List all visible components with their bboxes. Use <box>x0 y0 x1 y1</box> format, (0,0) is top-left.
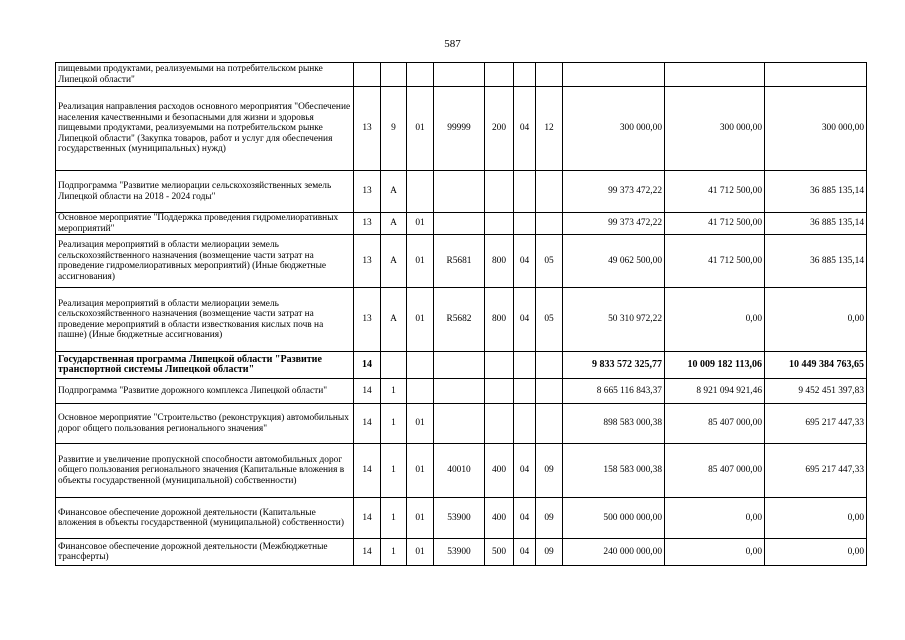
pp-code: А <box>381 288 407 352</box>
amount-year-1 <box>563 63 665 87</box>
subsection-code: 09 <box>536 498 563 539</box>
amount-year-3: 695 217 447,33 <box>765 444 867 498</box>
amount-year-3: 0,00 <box>765 288 867 352</box>
amount-year-2 <box>665 63 765 87</box>
table-row <box>56 498 867 539</box>
amount-year-2: 10 009 182 113,06 <box>665 352 765 379</box>
section-code: 04 <box>514 87 536 171</box>
subsection-code <box>536 379 563 404</box>
om-code: 01 <box>407 539 434 566</box>
expense-type-code: 400 <box>485 444 514 498</box>
row-description: Финансовое обеспечение дорожной деятельности (Межбюджетные трансферты) <box>56 539 354 566</box>
row-description: Реализация мероприятий в области мелиорации земель сельскохозяйственного назначения (возмещение части затрат на проведение мероприятий в области известкования кислых почв на пашне) (Иные бюджетные ассигнования) <box>56 288 354 352</box>
section-code: 04 <box>514 498 536 539</box>
expense-direction-code <box>434 404 485 444</box>
subsection-code: 09 <box>536 444 563 498</box>
subsection-code <box>536 63 563 87</box>
pp-code: А <box>381 235 407 288</box>
row-description: Основное мероприятие "Строительство (реконструкция) автомобильных дорог общего пользования регионального значения" <box>56 404 354 444</box>
expense-direction-code <box>434 63 485 87</box>
pp-code: 1 <box>381 444 407 498</box>
gp-code: 14 <box>354 352 381 379</box>
om-code <box>407 352 434 379</box>
expense-type-code: 200 <box>485 87 514 171</box>
expense-direction-code <box>434 171 485 213</box>
pp-code: 1 <box>381 498 407 539</box>
section-code <box>514 404 536 444</box>
amount-year-1: 99 373 472,22 <box>563 171 665 213</box>
section-code: 04 <box>514 235 536 288</box>
section-code <box>514 379 536 404</box>
pp-code: 1 <box>381 539 407 566</box>
amount-year-1: 898 583 000,38 <box>563 404 665 444</box>
amount-year-3 <box>765 63 867 87</box>
expense-type-code <box>485 352 514 379</box>
expense-type-code <box>485 404 514 444</box>
row-description: Реализация направления расходов основного мероприятия "Обеспечение населения качественными и безопасными для жизни и здоровья пищевыми продуктами, реализуемыми на потребительском рынке Липецкой области" (Закупка товаров, работ и услуг для обеспечения государственных (муниципальных) нужд) <box>56 87 354 171</box>
amount-year-2: 41 712 500,00 <box>665 171 765 213</box>
table-row <box>56 213 867 235</box>
amount-year-1: 8 665 116 843,37 <box>563 379 665 404</box>
table-row <box>56 539 867 566</box>
amount-year-1: 240 000 000,00 <box>563 539 665 566</box>
subsection-code: 05 <box>536 288 563 352</box>
pp-code: А <box>381 213 407 235</box>
subsection-code <box>536 213 563 235</box>
om-code: 01 <box>407 444 434 498</box>
gp-code: 13 <box>354 171 381 213</box>
expense-type-code <box>485 63 514 87</box>
gp-code: 13 <box>354 235 381 288</box>
gp-code: 14 <box>354 498 381 539</box>
row-description: Реализация мероприятий в области мелиорации земель сельскохозяйственного назначения (возмещение части затрат на проведение гидромелиоративных мероприятий) (Иные бюджетные ассигнования) <box>56 235 354 288</box>
subsection-code: 12 <box>536 87 563 171</box>
pp-code <box>381 352 407 379</box>
amount-year-3: 36 885 135,14 <box>765 235 867 288</box>
pp-code: А <box>381 171 407 213</box>
row-description: Государственная программа Липецкой области "Развитие транспортной системы Липецкой области" <box>56 352 354 379</box>
amount-year-2: 41 712 500,00 <box>665 213 765 235</box>
expense-type-code: 400 <box>485 498 514 539</box>
amount-year-2: 8 921 094 921,46 <box>665 379 765 404</box>
om-code <box>407 379 434 404</box>
amount-year-1: 500 000 000,00 <box>563 498 665 539</box>
section-code <box>514 213 536 235</box>
amount-year-2: 85 407 000,00 <box>665 444 765 498</box>
amount-year-1: 158 583 000,38 <box>563 444 665 498</box>
expense-type-code <box>485 213 514 235</box>
row-description: Развитие и увеличение пропускной способности автомобильных дорог общего пользования регионального значения (Капитальные вложения в объекты государственной (муниципальной) собственности) <box>56 444 354 498</box>
page-number: 587 <box>444 38 461 50</box>
expense-direction-code <box>434 213 485 235</box>
amount-year-2: 85 407 000,00 <box>665 404 765 444</box>
expense-type-code: 500 <box>485 539 514 566</box>
gp-code <box>354 63 381 87</box>
row-description: Основное мероприятие "Поддержка проведения гидромелиоративных мероприятий" <box>56 213 354 235</box>
om-code: 01 <box>407 498 434 539</box>
table-row <box>56 235 867 288</box>
gp-code: 13 <box>354 288 381 352</box>
subsection-code <box>536 404 563 444</box>
subsection-code: 05 <box>536 235 563 288</box>
table-row <box>56 404 867 444</box>
amount-year-2: 300 000,00 <box>665 87 765 171</box>
expense-type-code <box>485 171 514 213</box>
amount-year-3: 695 217 447,33 <box>765 404 867 444</box>
section-code: 04 <box>514 444 536 498</box>
amount-year-1: 99 373 472,22 <box>563 213 665 235</box>
table-row <box>56 63 867 87</box>
row-description: Финансовое обеспечение дорожной деятельности (Капитальные вложения в объекты государственной (муниципальной) собственности) <box>56 498 354 539</box>
amount-year-3: 36 885 135,14 <box>765 213 867 235</box>
row-description: пищевыми продуктами, реализуемыми на потребительском рынке Липецкой области" <box>56 63 354 87</box>
section-code <box>514 63 536 87</box>
expense-type-code: 800 <box>485 288 514 352</box>
amount-year-3: 0,00 <box>765 498 867 539</box>
gp-code: 14 <box>354 444 381 498</box>
amount-year-3: 9 452 451 397,83 <box>765 379 867 404</box>
expense-direction-code <box>434 379 485 404</box>
pp-code: 1 <box>381 404 407 444</box>
amount-year-1: 49 062 500,00 <box>563 235 665 288</box>
om-code: 01 <box>407 87 434 171</box>
expense-direction-code: 40010 <box>434 444 485 498</box>
expense-type-code <box>485 379 514 404</box>
om-code <box>407 63 434 87</box>
om-code: 01 <box>407 288 434 352</box>
gp-code: 13 <box>354 87 381 171</box>
gp-code: 13 <box>354 213 381 235</box>
om-code: 01 <box>407 404 434 444</box>
subsection-code <box>536 352 563 379</box>
amount-year-3: 36 885 135,14 <box>765 171 867 213</box>
budget-table <box>55 62 867 566</box>
table-row <box>56 379 867 404</box>
row-description: Подпрограмма "Развитие дорожного комплекса Липецкой области" <box>56 379 354 404</box>
row-description: Подпрограмма "Развитие мелиорации сельскохозяйственных земель Липецкой области на 2018 - 2024 годы" <box>56 171 354 213</box>
expense-direction-code: R5681 <box>434 235 485 288</box>
table-row <box>56 87 867 171</box>
section-code: 04 <box>514 539 536 566</box>
section-code <box>514 171 536 213</box>
amount-year-1: 9 833 572 325,77 <box>563 352 665 379</box>
expense-direction-code: R5682 <box>434 288 485 352</box>
om-code: 01 <box>407 235 434 288</box>
table-row <box>56 171 867 213</box>
pp-code: 1 <box>381 379 407 404</box>
gp-code: 14 <box>354 404 381 444</box>
expense-type-code: 800 <box>485 235 514 288</box>
expense-direction-code: 53900 <box>434 498 485 539</box>
section-code: 04 <box>514 288 536 352</box>
expense-direction-code <box>434 352 485 379</box>
amount-year-3: 0,00 <box>765 539 867 566</box>
table-row <box>56 288 867 352</box>
amount-year-1: 300 000,00 <box>563 87 665 171</box>
amount-year-3: 10 449 384 763,65 <box>765 352 867 379</box>
gp-code: 14 <box>354 539 381 566</box>
amount-year-2: 0,00 <box>665 288 765 352</box>
pp-code: 9 <box>381 87 407 171</box>
expense-direction-code: 99999 <box>434 87 485 171</box>
om-code: 01 <box>407 213 434 235</box>
amount-year-2: 0,00 <box>665 498 765 539</box>
subsection-code <box>536 171 563 213</box>
table-row <box>56 352 867 379</box>
amount-year-2: 41 712 500,00 <box>665 235 765 288</box>
expense-direction-code: 53900 <box>434 539 485 566</box>
pp-code <box>381 63 407 87</box>
amount-year-1: 50 310 972,22 <box>563 288 665 352</box>
table-row <box>56 444 867 498</box>
subsection-code: 09 <box>536 539 563 566</box>
amount-year-2: 0,00 <box>665 539 765 566</box>
amount-year-3: 300 000,00 <box>765 87 867 171</box>
om-code <box>407 171 434 213</box>
gp-code: 14 <box>354 379 381 404</box>
section-code <box>514 352 536 379</box>
